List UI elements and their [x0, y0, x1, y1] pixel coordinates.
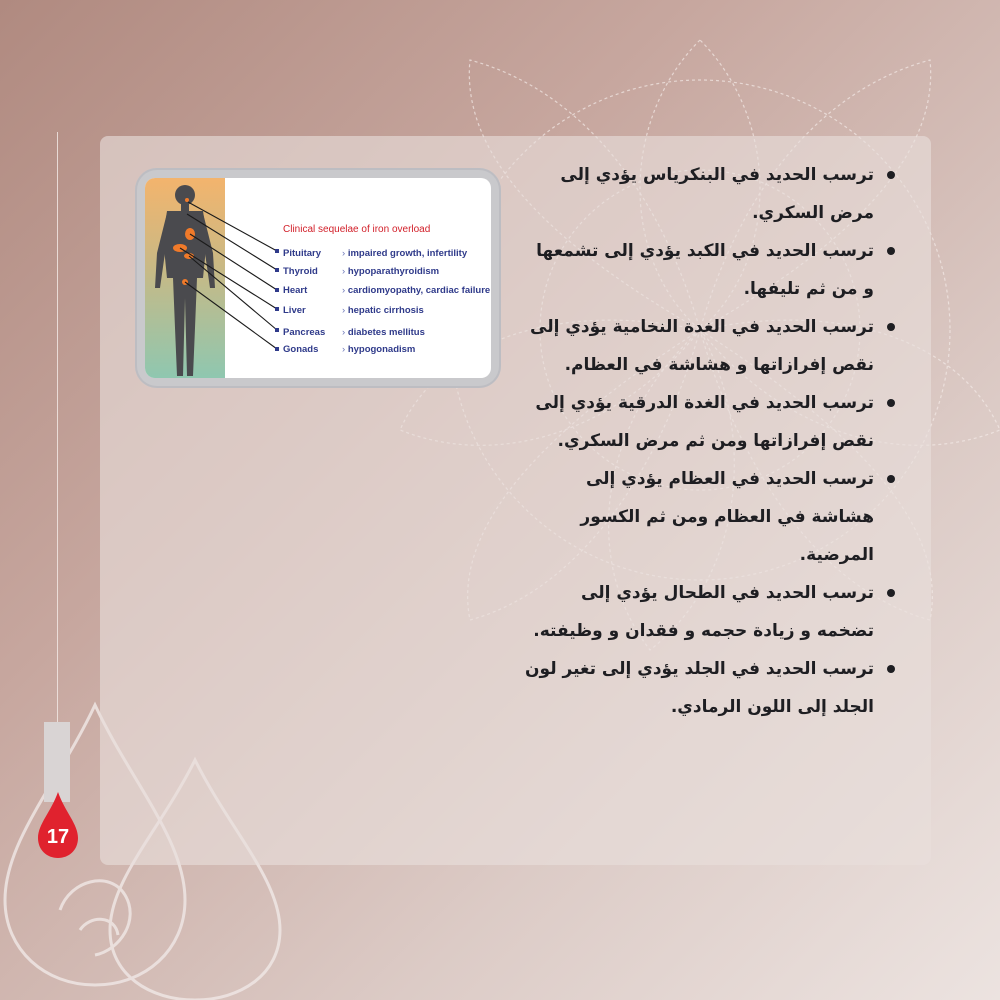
list-item-text: ترسب الحديد في العظام يؤدي إلى هشاشة في العظام ومن ثم الكسور المرضية.: [580, 469, 874, 565]
effect-label: › diabetes mellitus: [342, 327, 425, 338]
figure-title: Clinical sequelae of iron overload: [283, 224, 431, 235]
list-item: [520, 574, 900, 650]
organ-label: Gonads: [283, 344, 319, 355]
effect-label: › hypogonadism: [342, 344, 415, 355]
list-item: [520, 308, 900, 384]
list-item-text: ترسب الحديد في الكبد يؤدي إلى تشمعها و من ثم تليفها.: [536, 241, 874, 299]
list-item: [520, 460, 900, 574]
bullet-dot-icon: [887, 171, 895, 179]
list-item: [520, 384, 900, 460]
iron-overload-figure: [145, 178, 491, 378]
bullet-dot-icon: [887, 589, 895, 597]
effect-label: › hypoparathyroidism: [342, 266, 439, 277]
list-item-text: ترسب الحديد في البنكرياس يؤدي إلى مرض السكري.: [560, 165, 874, 223]
organ-label: Thyroid: [283, 266, 318, 277]
bullet-dot-icon: [887, 323, 895, 331]
list-item-text: ترسب الحديد في الجلد يؤدي إلى تغير لون الجلد إلى اللون الرمادي.: [525, 659, 874, 717]
list-item: [520, 650, 900, 726]
effect-label: › hepatic cirrhosis: [342, 305, 424, 316]
list-item-text: ترسب الحديد في الغدة النخامية يؤدي إلى نقص إفرازاتها و هشاشة في العظام.: [530, 317, 874, 375]
blood-drop-icon: [36, 790, 80, 860]
list-item-text: ترسب الحديد في الطحال يؤدي إلى تضخمه و زيادة حجمه و فقدان و وظيفته.: [533, 583, 874, 641]
organ-label: Pancreas: [283, 327, 326, 338]
organ-label: Liver: [283, 305, 306, 316]
bullet-dot-icon: [887, 247, 895, 255]
list-item-text: ترسب الحديد في الغدة الدرقية يؤدي إلى نقص إفرازاتها ومن ثم مرض السكري.: [535, 393, 874, 451]
bullet-dot-icon: [887, 475, 895, 483]
list-item: [520, 232, 900, 308]
organ-label: Pituitary: [283, 248, 322, 259]
organ-label: Heart: [283, 285, 308, 296]
margin-line: [57, 132, 58, 722]
page-number: 17: [46, 826, 70, 848]
effect-label: › cardiomyopathy, cardiac failure: [342, 285, 490, 296]
effect-label: › impaired growth, infertility: [342, 248, 467, 259]
bullet-list: [520, 156, 900, 726]
bullet-list-block: [520, 156, 900, 726]
bullet-dot-icon: [887, 665, 895, 673]
list-item: [520, 156, 900, 232]
bullet-dot-icon: [887, 399, 895, 407]
figure-frame: [135, 168, 501, 388]
